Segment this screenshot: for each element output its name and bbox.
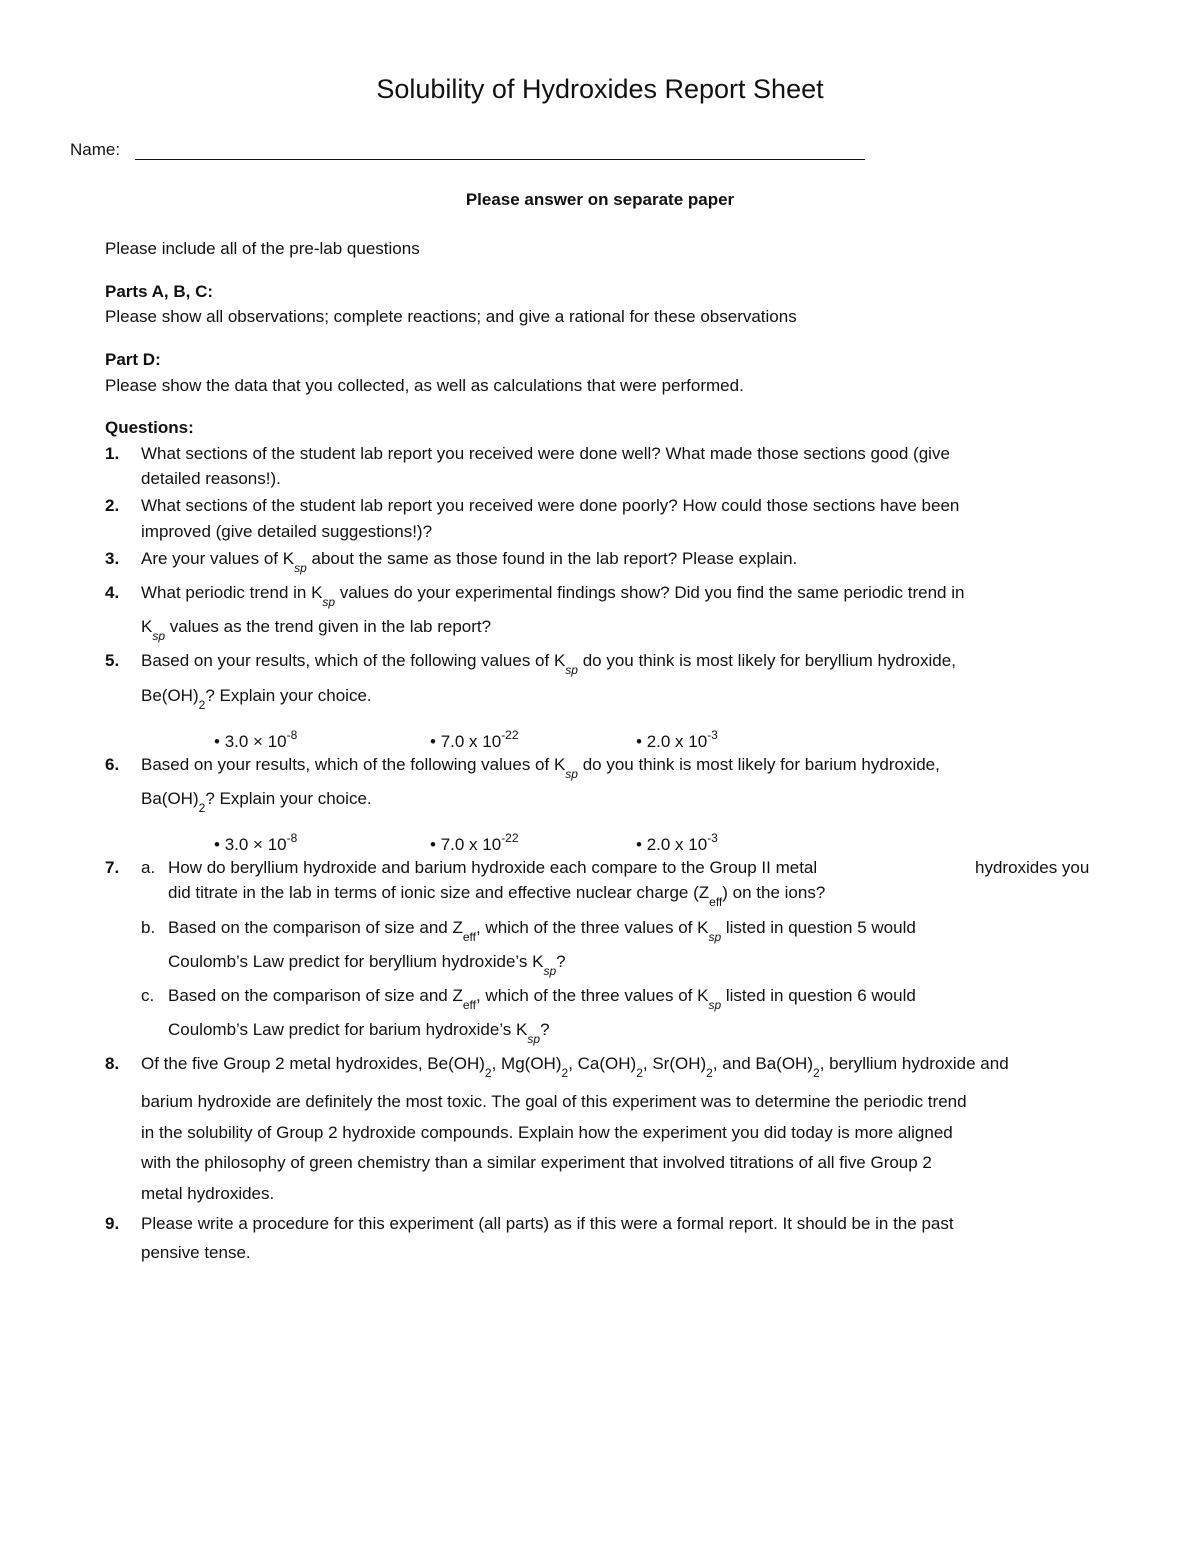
q7c-line-2 xyxy=(168,1020,550,1046)
q7c-text-c: listed in question 6 would xyxy=(721,986,916,1005)
ksp-subscript: sp xyxy=(708,998,722,1012)
zeff-subscript: eff xyxy=(462,998,476,1012)
bullet-icon: • xyxy=(430,835,436,854)
q7c-label: c. xyxy=(141,986,155,1005)
part-d-heading: Part D: xyxy=(105,350,161,369)
option-base: 7.0 x 10 xyxy=(440,835,502,854)
q5-text-b: do you think is most likely for beryllium hydroxide, xyxy=(577,651,956,670)
q6-text-b: do you think is most likely for barium hydroxide, xyxy=(577,755,940,774)
formula-subscript: 2 xyxy=(484,1066,492,1080)
bullet-icon: • xyxy=(214,732,220,751)
q7b-label: b. xyxy=(141,918,156,937)
q7a-label: a. xyxy=(141,858,156,877)
question-number: 2. xyxy=(105,496,120,515)
q7b-text-d: Coulomb’s Law predict for beryllium hydroxide’s K xyxy=(168,952,544,971)
option-exponent: -8 xyxy=(286,728,298,742)
parts-abc-text: Please show all observations; complete reactions; and give a rational for these observations xyxy=(105,307,797,326)
option-exponent: -3 xyxy=(707,728,718,742)
formula-subscript: 2 xyxy=(198,801,206,815)
q6-option-3 xyxy=(636,831,718,855)
question-8-line-5: metal hydroxides. xyxy=(141,1184,275,1203)
q7a-line-1b: hydroxides you xyxy=(975,858,1090,877)
ksp-subscript: sp xyxy=(708,930,722,944)
q7c-text-b: , which of the three values of K xyxy=(475,986,709,1005)
question-2-line-2: improved (give detailed suggestions!)? xyxy=(141,522,433,541)
question-1-line-1: What sections of the student lab report you received were done well? What made those sections good (give xyxy=(141,444,950,463)
question-6-line-1 xyxy=(141,755,940,781)
q3-text-b: about the same as those found in the lab report? Please explain. xyxy=(306,549,798,568)
formula-subscript: 2 xyxy=(813,1066,820,1080)
q4-text-c: K xyxy=(141,617,153,636)
question-1-line-2: detailed reasons!). xyxy=(141,469,281,488)
name-blank-line[interactable] xyxy=(135,159,865,160)
formula-subscript: 2 xyxy=(706,1066,713,1080)
option-exponent: -22 xyxy=(501,831,519,845)
q7b-text-e: ? xyxy=(556,952,566,971)
parts-abc-heading: Parts A, B, C: xyxy=(105,282,214,301)
q7a-text-b: ) on the ions? xyxy=(722,883,826,902)
question-number: 4. xyxy=(105,583,120,602)
question-4-line-1 xyxy=(141,583,964,609)
question-8-line-1 xyxy=(141,1054,1009,1080)
q7c-line-1 xyxy=(168,986,916,1012)
option-base: 7.0 x 10 xyxy=(440,732,502,751)
q5-option-1 xyxy=(214,728,297,752)
q5-option-3 xyxy=(636,728,718,752)
q4-text-d: values as the trend given in the lab report? xyxy=(165,617,492,636)
option-base: 2.0 x 10 xyxy=(646,835,708,854)
ksp-subscript: sp xyxy=(294,561,307,575)
question-8-line-2: barium hydroxide are definitely the most toxic. The goal of this experiment was to determine the periodic trend xyxy=(141,1092,967,1111)
option-exponent: -22 xyxy=(501,728,519,742)
q7a-line-1a: How do beryllium hydroxide and barium hydroxide each compare to the Group II metal xyxy=(168,858,818,877)
q8-text-c: , Ca(OH) xyxy=(568,1054,637,1073)
option-exponent: -3 xyxy=(707,831,718,845)
bullet-icon: • xyxy=(636,835,642,854)
ksp-subscript: sp xyxy=(543,964,557,978)
question-number: 6. xyxy=(105,755,120,774)
q7a-line-2 xyxy=(168,883,825,909)
question-5-line-2 xyxy=(141,686,372,712)
q7a-text-a: did titrate in the lab in terms of ionic size and effective nuclear charge (Z xyxy=(168,883,710,902)
formula-subscript: 2 xyxy=(198,698,206,712)
ksp-subscript: sp xyxy=(152,629,166,643)
question-4-line-2 xyxy=(141,617,491,643)
formula-subscript: 2 xyxy=(561,1066,569,1080)
option-base: 2.0 x 10 xyxy=(646,732,708,751)
answer-note: Please answer on separate paper xyxy=(465,190,735,209)
questions-heading: Questions: xyxy=(105,418,194,437)
question-5-line-1 xyxy=(141,651,956,677)
prelab-instruction: Please include all of the pre-lab questions xyxy=(105,239,420,258)
question-number: 7. xyxy=(105,858,120,877)
q6-option-2 xyxy=(430,831,519,855)
bullet-icon: • xyxy=(214,835,220,854)
q5-option-2 xyxy=(430,728,519,752)
formula-subscript: 2 xyxy=(636,1066,643,1080)
bullet-icon: • xyxy=(636,732,642,751)
q4-text-b: values do your experimental findings show? Did you find the same periodic trend in xyxy=(335,583,965,602)
question-number: 5. xyxy=(105,651,120,670)
question-number: 1. xyxy=(105,444,120,463)
q8-text-f: , beryllium hydroxide and xyxy=(819,1054,1009,1073)
q8-text-a: Of the five Group 2 metal hydroxides, Be(OH) xyxy=(141,1054,485,1073)
zeff-subscript: eff xyxy=(462,930,476,944)
q6-text-d: ? Explain your choice. xyxy=(205,789,372,808)
q6-text-c: Ba(OH) xyxy=(141,789,199,808)
q5-text-c: Be(OH) xyxy=(141,686,199,705)
zeff-subscript: eff xyxy=(709,895,723,909)
option-base: 3.0 × 10 xyxy=(224,732,287,751)
bullet-icon: • xyxy=(430,732,436,751)
q8-text-e: , and Ba(OH) xyxy=(712,1054,813,1073)
q3-text-a: Are your values of K xyxy=(141,549,295,568)
q8-text-b: , Mg(OH) xyxy=(491,1054,562,1073)
question-2-line-1: What sections of the student lab report you received were done poorly? How could those sections have been xyxy=(141,496,960,515)
question-8-line-4: with the philosophy of green chemistry than a similar experiment that involved titrations of all five Group 2 xyxy=(141,1153,932,1172)
question-9-line-2: pensive tense. xyxy=(141,1243,251,1262)
ksp-subscript: sp xyxy=(565,767,578,781)
q7c-text-d: Coulomb’s Law predict for barium hydroxide’s K xyxy=(168,1020,528,1039)
ksp-subscript: sp xyxy=(565,663,578,677)
option-base: 3.0 × 10 xyxy=(224,835,287,854)
q5-text-d: ? Explain your choice. xyxy=(205,686,372,705)
q7b-text-c: listed in question 5 would xyxy=(721,918,916,937)
question-number: 8. xyxy=(105,1054,120,1073)
q7c-text-a: Based on the comparison of size and Z xyxy=(168,986,463,1005)
q7c-text-e: ? xyxy=(540,1020,550,1039)
q4-text-a: What periodic trend in K xyxy=(141,583,323,602)
q7b-line-2 xyxy=(168,952,566,978)
q7b-text-a: Based on the comparison of size and Z xyxy=(168,918,463,937)
q6-option-1 xyxy=(214,831,297,855)
question-3-text xyxy=(141,549,797,575)
question-6-line-2 xyxy=(141,789,372,815)
part-d-text: Please show the data that you collected, as well as calculations that were performed. xyxy=(105,376,744,395)
question-number: 9. xyxy=(105,1214,120,1233)
q5-text-a: Based on your results, which of the following values of K xyxy=(141,651,566,670)
q7b-text-b: , which of the three values of K xyxy=(475,918,709,937)
question-9-line-1: Please write a procedure for this experiment (all parts) as if this were a formal report. It should be in the past xyxy=(141,1214,954,1233)
option-exponent: -8 xyxy=(286,831,298,845)
ksp-subscript: sp xyxy=(322,595,336,609)
q8-text-d: , Sr(OH) xyxy=(642,1054,707,1073)
q7b-line-1 xyxy=(168,918,916,944)
ksp-subscript: sp xyxy=(527,1032,541,1046)
name-label: Name: xyxy=(70,140,121,159)
question-number: 3. xyxy=(105,549,120,568)
q6-text-a: Based on your results, which of the following values of K xyxy=(141,755,566,774)
question-8-line-3: in the solubility of Group 2 hydroxide compounds. Explain how the experiment you did today is more aligned xyxy=(141,1123,953,1142)
page-title: Solubility of Hydroxides Report Sheet xyxy=(376,74,824,104)
